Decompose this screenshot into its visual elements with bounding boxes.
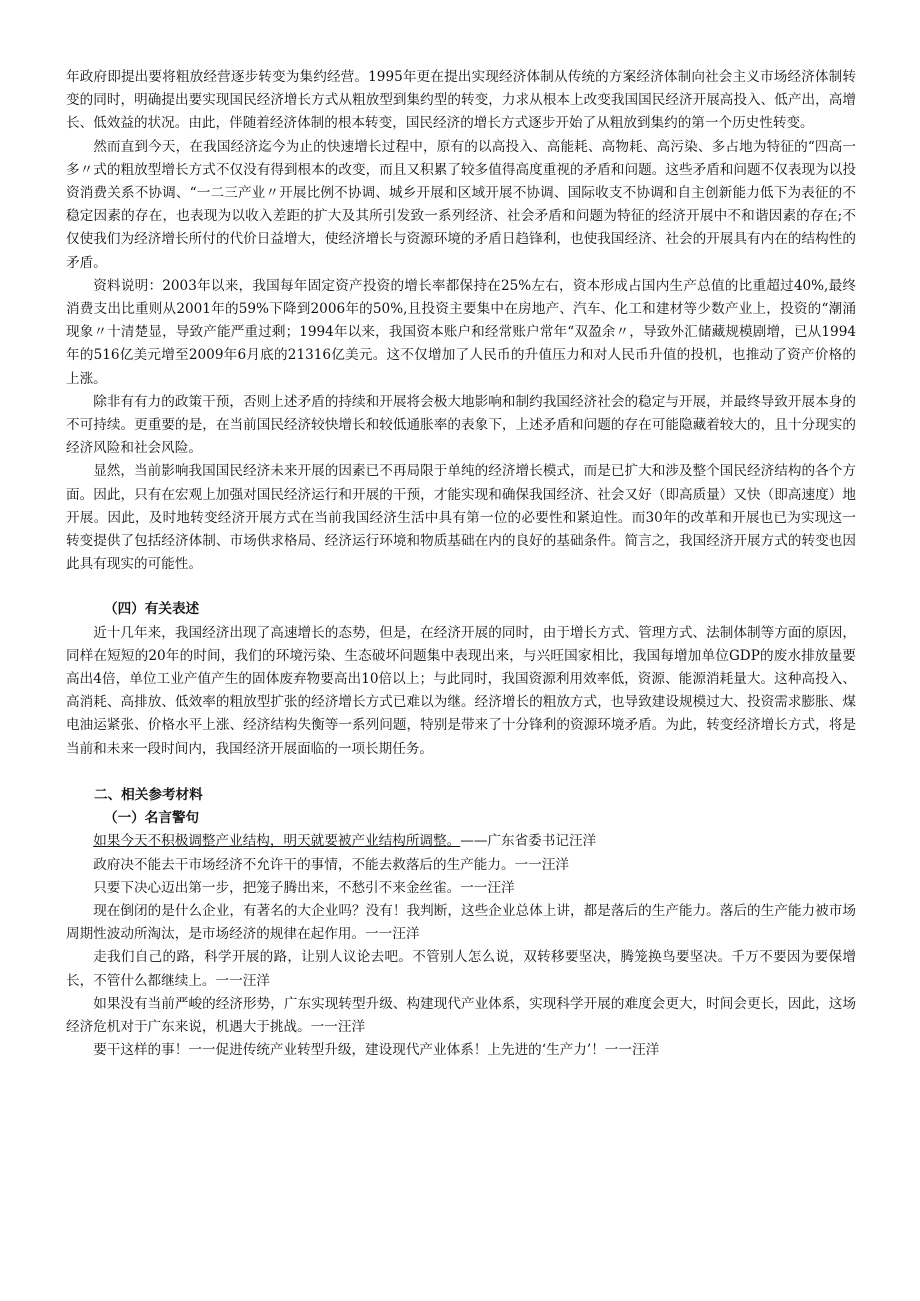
spacer [66, 576, 856, 598]
quote-3: 只要下决心迈出第一步，把笼子腾出来，不愁引不来金丝雀。一一汪洋 [93, 879, 515, 896]
subsection-heading-quotes: （一）名言警句 [104, 810, 200, 827]
quote-2: 政府决不能去干市场经济不允许干的事情，不能去救落后的生产能力。一一汪洋 [93, 856, 569, 873]
document-page [66, 66, 856, 1062]
subsection-heading-4: （四）有关表述 [104, 601, 200, 618]
spacer [66, 761, 856, 784]
quote-6: 如果没有当前严峻的经济形势，广东实现转型升级、构建现代产业体系，实现科学开展的难度会更大，时间会更长，因此，这场经济危机对于广东来说，机遇大于挑战。一一汪洋 [66, 995, 856, 1035]
quote-7: 要干这样的事！一一促进传统产业转型升级，建设现代产业体系！上先进的‘生产力’！一一汪洋 [93, 1042, 660, 1059]
quote-4: 现在倒闭的是什么企业，有著名的大企业吗？没有！我判断，这些企业总体上讲，都是落后的生产能力。落后的生产能力被市场周期性波动所淘汰，是市场经济的规律在起作用。一一汪洋 [66, 902, 856, 943]
quote-1-underlined: 如果今天不积极调整产业结构，明天就要被产业结构所调整。 [93, 833, 461, 850]
subsection-4-paragraph: 近十几年来，我国经济出现了高速增长的态势，但是，在经济开展的同时，由于增长方式、管理方式、法制体制等方面的原因，同样在短短的20年的时间，我们的环境污染、生态破坏问题集中表现出来，与兴旺国家相比，我国每增加单位GDP的废水排放量要高出4倍，单位工业产值产生的固体废弃物要高出10倍以上；与此同时，我国资源利用效率低，资源、能源消耗量大。这种高投入、高消耗、高排放、低效率的粗放型扩张的经济增长方式已难以为继。经济增长的粗放方式，也导致建设规模过大、投资需求膨胀、煤电油运紧张、价格水平上涨、经济结构失衡等一系列问题，特别是带来了十分锋利的资源环境矛盾。为此，转变经济增长方式，将是当前和未来一段时间内，我国经济开展面临的一项长期任务。 [66, 624, 856, 757]
section-heading-2: 二、相关参考材料 [94, 786, 203, 803]
paragraph-3: 资料说明：2003年以来，我国每年固定资产投资的增长率都保持在25%左右，资本形成占国内生产总值的比重超过40%,最终消费支出比重则从2001年的59%下降到2006年的50%,且投资主要集中在房地产、汽车、化工和建材等少数产业上，投资的“潮涌现象〃十清楚显，导致产能严重过剩；1994年以来，我国资本账户和经常账户常年“双盈余〃，导致外汇储藏规模剧增，已从1994年的516亿美元增至2009年6月底的21316亿美元。这不仅增加了人民币的升值压力和对人民币升值的投机，也推动了资产价格的上涨。 [66, 277, 856, 387]
paragraph-1: 年政府即提出要将粗放经营逐步转变为集约经营。1995年更在提出实现经济体制从传统的方案经济体制向社会主义市场经济体制转变的同时，明确提出要实现国民经济增长方式从粗放型到集约型的转变，力求从根本上改变我国国民经济开展高投入、低产出，高增长、低效益的状况。由此，伴随着经济体制的根本转变，国民经济的增长方式逐步开始了从粗放到集约的第一个历史性转变。 [66, 69, 856, 132]
paragraph-2: 然而直到今天，在我国经济迄今为止的快速增长过程中，原有的以高投入、高能耗、高物耗、高污染、多占地为特征的“四高一多〃式的粗放型增长方式不仅没有得到根本的改变，而且又积累了较多值得高度重视的矛盾和问题。这些矛盾和问题不仅表现为以投资消费关系不协调、“一二三产业〃开展比例不协调、城乡开展和区域开展不协调、国际收支不协调和自主创新能力低下为表征的不稳定因素的存在，也表现为以收入差距的扩大及其所引发致一系列经济、社会矛盾和问题为特征的经济开展中不和谐因素的存在;不仅使我们为经济增长所付的代价日益增大，使经济增长与资源环境的矛盾日趋锋利，也使我国经济、社会的开展具有内在的结构性的矛盾。 [66, 138, 856, 271]
quote-1 [66, 830, 856, 853]
quote-1-attribution: ——广东省委书记汪洋 [460, 833, 597, 850]
paragraph-4: 除非有有力的政策干预，否则上述矛盾的持续和开展将会极大地影响和制约我国经济社会的稳定与开展，并最终导致开展本身的不可持续。更重要的是，在当前国民经济较快增长和较低通胀率的表象下，上述矛盾和问题的存在可能隐藏着较大的，且十分现实的经济风险和社会风险。 [66, 393, 856, 457]
paragraph-5: 显然，当前影响我国国民经济未来开展的因素已不再局限于单纯的经济增长模式，而是已扩大和涉及整个国民经济结构的各个方面。因此，只有在宏观上加强对国民经济运行和开展的干预，才能实现和确保我国经济、社会又好（即高质量）又快（即高速度）地开展。因此，及时地转变经济开展方式在当前我国经济生活中具有第一位的必要性和紧迫性。而30年的改革和开展也已为实现这一转变提供了包括经济体制、市场供求格局、经济运行环境和物质基础在内的良好的基础条件。简言之，我国经济开展方式的转变也因此具有现实的可能性。 [66, 463, 856, 573]
quote-5: 走我们自己的路，科学开展的路，让别人议论去吧。不管别人怎么说，双转移要坚决，腾笼换鸟要坚决。千万不要因为要保增长，不管什么都继续上。一一汪洋 [66, 949, 856, 989]
